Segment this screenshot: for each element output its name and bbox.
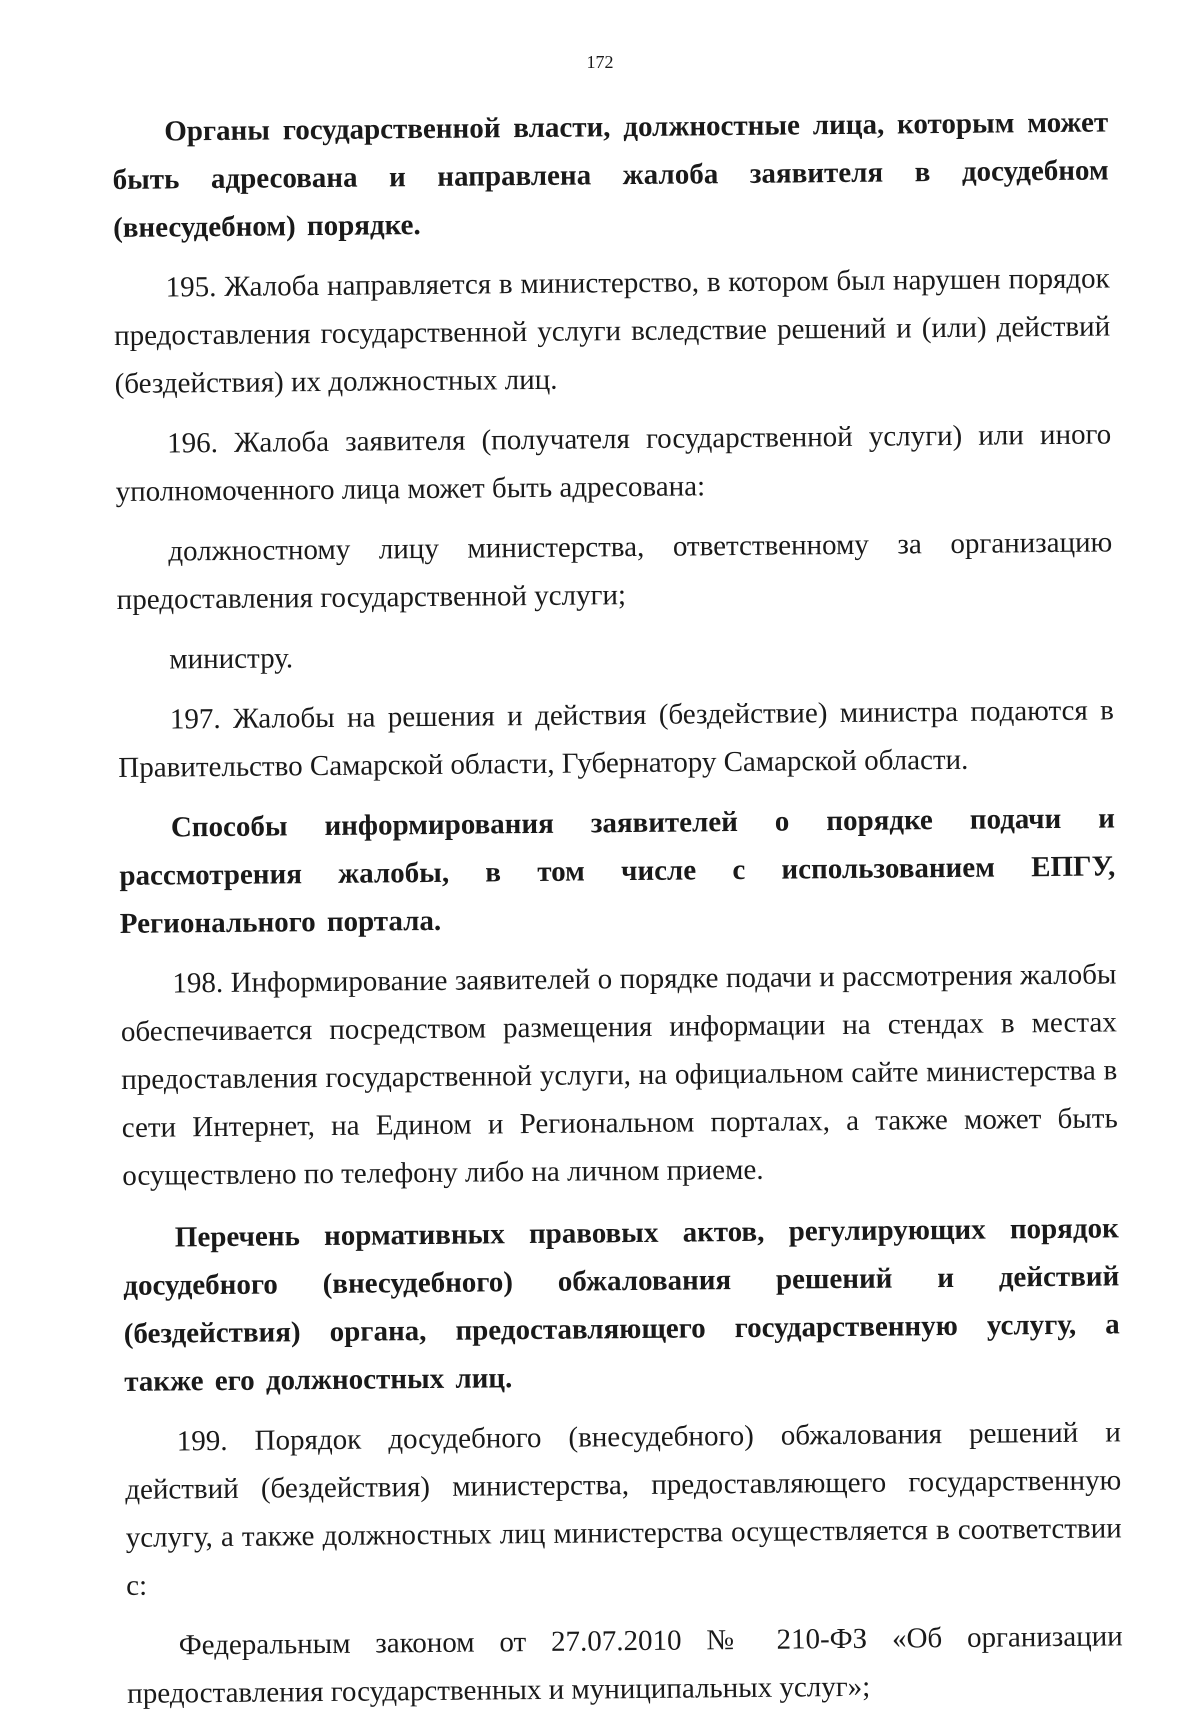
- document-body: [112, 98, 1123, 1717]
- paragraph-199: 199. Порядок досудебного (внесудебного) обжалования решений и действий (бездействия) министерства, предоставляющего государственную услугу, а также должностных лиц министерства осуществляется в соответствии с:: [125, 1416, 1122, 1602]
- paragraph-197: 197. Жалобы на решения и действия (бездействие) министра подаются в Правительство Самарской области, Губернатору Самарской области.: [118, 694, 1114, 784]
- paragraph-196: 196. Жалоба заявителя (получателя государственной услуги) или иного уполномоченного лица может быть адресована:: [115, 418, 1112, 508]
- paragraph-199-item-federal-law: Федеральным законом от 27.07.2010 № 210-ФЗ «Об организации предоставления государственных и муниципальных услуг»;: [127, 1620, 1123, 1710]
- page-number: 172: [586, 52, 614, 72]
- section-heading-regulatory-acts: Перечень нормативных правовых актов, регулирующих порядок досудебного (внесудебного) обжалования решений и действий (бездействия) органа, предоставляющего государственную услугу, а также его должностных лиц.: [123, 1212, 1120, 1398]
- paragraph-196-item-minister: министру.: [169, 642, 294, 676]
- section-heading-informing-methods: Способы информирования заявителей о порядке подачи и рассмотрения жалобы, в том числе с использованием ЕПГУ, Регионального портала.: [119, 802, 1116, 940]
- paragraph-195: 195. Жалоба направляется в министерство, в котором был нарушен порядок предоставления государственной услуги вследствие решений и (или) действий (бездействия) их должностных лиц.: [114, 262, 1111, 400]
- paragraph-198: 198. Информирование заявителей о порядке подачи и рассмотрения жалобы обеспечивается посредством размещения информации на стендах в местах предоставления государственной услуги, на официальном сайте министерства в сети Интернет, на Едином и Региональном порталах, а также может быть осуществлено по телефону либо на личном приеме.: [120, 958, 1118, 1192]
- paragraph-196-item-official: должностному лицу министерства, ответственному за организацию предоставления государственной услуги;: [116, 526, 1113, 616]
- section-heading-complaint-addressees: Органы государственной власти, должностные лица, которым может быть адресована и направлена жалоба заявителя в досудебном (внесудебном) порядке.: [112, 106, 1109, 244]
